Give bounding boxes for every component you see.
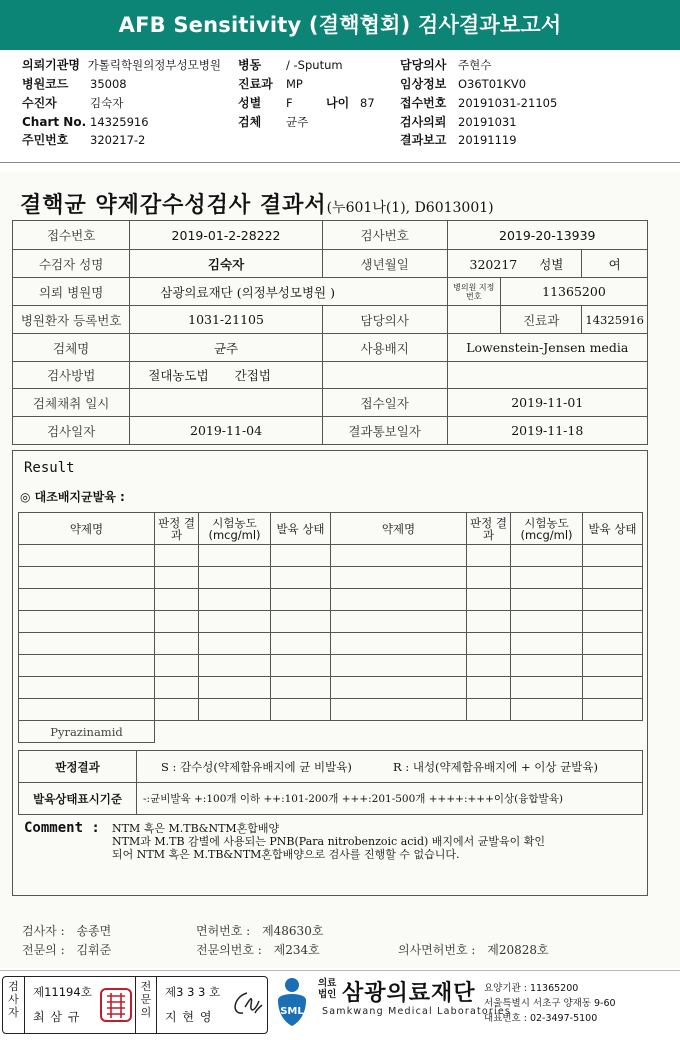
comment-line-1: NTM 혹은 M.TB&NTM혼합배양 xyxy=(112,822,280,835)
cell xyxy=(467,611,511,633)
hospital-value: 삼광의료재단 (의정부성모병원 ) xyxy=(130,278,447,306)
cell xyxy=(19,545,155,567)
judgement-r: R : 내성(약제함유배지에 + 이상 균발육) xyxy=(393,759,598,774)
receipt-no-value: 2019-01-2-28222 xyxy=(130,221,323,250)
cell xyxy=(271,677,331,699)
table-row xyxy=(19,545,643,567)
ward-value: / -Sputum xyxy=(286,58,343,72)
comment-label: Comment : xyxy=(24,820,100,836)
receipt-no-label: 접수번호 xyxy=(13,221,130,250)
col-judgement: 판정 결과 xyxy=(467,513,511,545)
cell xyxy=(511,655,583,677)
cell xyxy=(331,633,467,655)
cell xyxy=(331,545,467,567)
tester-name: 송종면 xyxy=(76,924,112,938)
sex-row xyxy=(238,96,375,110)
cell xyxy=(467,567,511,589)
table-row xyxy=(19,655,643,677)
cell xyxy=(467,655,511,677)
col-drug-name: 약제명 xyxy=(19,513,155,545)
label: 임상정보 xyxy=(400,77,447,91)
doctor-value: 주현수 xyxy=(458,58,492,72)
cell xyxy=(467,633,511,655)
comment-line-2: NTM과 M.TB 감별에 사용되는 PNB(Para nitrobenzoic acid) 배지에서 균발육이 확인 xyxy=(112,835,546,848)
table-header xyxy=(19,513,643,545)
patient-label: 수검자 성명 xyxy=(13,250,130,278)
label: 검체 xyxy=(238,115,262,129)
cell xyxy=(331,655,467,677)
cell xyxy=(511,611,583,633)
cell xyxy=(155,567,199,589)
dept-value: 14325916 xyxy=(582,306,648,334)
cell xyxy=(155,721,643,743)
hospital-id-label: 병의원 지정번호 xyxy=(447,278,500,306)
cell xyxy=(583,699,643,721)
spec-license-value: 제234호 xyxy=(273,943,320,957)
department-row xyxy=(238,77,303,91)
hospital-id-value: 11365200 xyxy=(500,278,647,306)
form-title-text: 결핵균 약제감수성검사 결과서 xyxy=(20,192,327,218)
specimen-row xyxy=(238,115,308,129)
cell xyxy=(199,677,271,699)
comment-row xyxy=(24,822,545,861)
result-report-row xyxy=(400,133,517,147)
last-drug: Pyrazinamid xyxy=(19,721,155,743)
receipt-date-value: 2019-11-01 xyxy=(447,389,647,417)
cell xyxy=(199,655,271,677)
growth-text: -:균비발육 +:100개 이하 ++:101-200개 +++:201-500개 ++++:+++이상(융합발육) xyxy=(137,783,643,815)
receipt-date-label: 접수일자 xyxy=(322,389,447,417)
result-title: Result xyxy=(24,460,75,476)
cell xyxy=(155,545,199,567)
doctor-label: 담당의사 xyxy=(322,306,447,334)
requesting-institution-value: 가톨릭학원의정부성모병원 xyxy=(87,58,221,72)
table-row xyxy=(19,751,643,783)
cell xyxy=(19,633,155,655)
label: 수진자 xyxy=(22,96,57,110)
patient-name-value: 김숙자 xyxy=(90,96,124,110)
sml-logo-icon xyxy=(270,976,314,1028)
license-label: 면허번호 : xyxy=(196,924,251,938)
cell xyxy=(155,611,199,633)
table-row xyxy=(19,589,643,611)
notify-label: 결과통보일자 xyxy=(322,417,447,445)
chart-no-value: 14325916 xyxy=(90,115,149,129)
org-sub: Samkwang Medical Laboratories xyxy=(322,1006,512,1017)
report-title: AFB Sensitivity (결핵협회) 검사결과보고서 xyxy=(0,0,680,50)
cell xyxy=(331,567,467,589)
method-1: 절대농도법 xyxy=(148,368,209,383)
cell xyxy=(331,589,467,611)
birth-text: 320217 xyxy=(469,256,518,272)
control-growth: ◎ 대조배지균발육 : xyxy=(20,490,125,504)
clinical-info-value: O36T01KV0 xyxy=(458,77,527,91)
cell xyxy=(583,633,643,655)
doctor-license-label: 의사면허번호 : xyxy=(398,943,476,957)
label: 담당의사 xyxy=(400,58,447,72)
sex-label: 성별 xyxy=(539,256,564,272)
cell xyxy=(511,633,583,655)
cell xyxy=(19,611,155,633)
cell xyxy=(271,699,331,721)
label: 의뢰기관명 xyxy=(22,58,80,72)
handwritten-signature-icon xyxy=(227,987,265,1023)
test-date-label: 검사일자 xyxy=(13,417,130,445)
test-date-value: 2019-11-04 xyxy=(130,417,323,445)
col-concentration: 시험농도 (mcg/ml) xyxy=(511,513,583,545)
comment-line-3: 되어 NTM 혹은 M.TB&NTM혼합배양으로 검사를 진행할 수 없습니다. xyxy=(112,848,460,861)
cell xyxy=(271,567,331,589)
cell xyxy=(271,545,331,567)
cell xyxy=(19,567,155,589)
label: Chart No. xyxy=(22,115,87,129)
method-2: 간접법 xyxy=(234,368,271,383)
department-value: MP xyxy=(286,77,303,91)
test-no-label: 검사번호 xyxy=(322,221,447,250)
tester-no: 제11194호 xyxy=(33,985,92,999)
cell xyxy=(199,633,271,655)
table-row xyxy=(19,611,643,633)
label: 병원코드 xyxy=(22,77,69,91)
table-row xyxy=(13,417,648,445)
cell xyxy=(19,589,155,611)
empty-cell xyxy=(447,362,647,389)
cell xyxy=(271,611,331,633)
divider xyxy=(0,970,680,971)
seal-icon xyxy=(99,987,133,1023)
cell xyxy=(511,545,583,567)
phone: 대표번호 : 02-3497-5100 xyxy=(484,1013,598,1024)
table-row xyxy=(13,389,648,417)
table-row xyxy=(13,278,648,306)
specimen-label: 검체명 xyxy=(13,334,130,362)
resident-no-row xyxy=(22,133,145,147)
label: 진료과 xyxy=(238,77,273,91)
test-request-value: 20191031 xyxy=(458,115,517,129)
col-judgement: 판정 결과 xyxy=(155,513,199,545)
divider xyxy=(0,162,680,163)
cell xyxy=(583,545,643,567)
label: 나이 xyxy=(326,96,350,110)
label: 검사의뢰 xyxy=(400,115,447,129)
facility-code: 요양기관 : 11365200 xyxy=(484,983,579,994)
table-row xyxy=(13,221,648,250)
specimen-value: 균주 xyxy=(130,334,323,362)
patient-value: 김숙자 xyxy=(130,250,323,278)
dept-label: 진료과 xyxy=(500,306,581,334)
license-line xyxy=(196,922,323,939)
ward-row xyxy=(238,58,343,72)
col-growth: 발육 상태 xyxy=(271,513,331,545)
cell xyxy=(331,611,467,633)
tester-line xyxy=(22,922,111,939)
judgement-values xyxy=(137,751,643,783)
sex-value: F xyxy=(286,96,293,110)
address: 서울특별시 서초구 양재동 9-60 xyxy=(484,998,616,1009)
method-label: 검사방법 xyxy=(13,362,130,389)
doctor-license-value: 제20828호 xyxy=(487,943,549,957)
specialist-name: 김휘준 xyxy=(76,943,112,957)
reg-value: 1031-21105 xyxy=(130,306,323,334)
reg-label: 병원환자 등록번호 xyxy=(13,306,130,334)
chart-no-row xyxy=(22,115,149,129)
hospital-code-value: 35008 xyxy=(90,77,127,91)
cell xyxy=(467,545,511,567)
label: 성별 xyxy=(238,96,262,110)
table-row xyxy=(13,250,648,278)
cell xyxy=(583,677,643,699)
cell xyxy=(199,699,271,721)
cell xyxy=(467,677,511,699)
comment-text xyxy=(112,822,545,861)
cell xyxy=(155,589,199,611)
col-drug-name: 약제명 xyxy=(331,513,467,545)
test-request-row xyxy=(400,115,517,129)
table-row xyxy=(13,334,648,362)
judgement-s: S : 감수성(약제함유배지에 균 비발육) xyxy=(161,759,352,774)
table-row xyxy=(19,783,643,815)
cell xyxy=(467,699,511,721)
cell xyxy=(155,655,199,677)
cell xyxy=(271,589,331,611)
collect-label: 검체채취 일시 xyxy=(13,389,130,417)
cell xyxy=(19,655,155,677)
form-code: (누601나(1), D6013001) xyxy=(326,200,494,216)
sex-value: 여 xyxy=(582,250,648,278)
requesting-institution-row xyxy=(22,58,221,72)
cell xyxy=(19,677,155,699)
method-value xyxy=(130,362,323,389)
table-row xyxy=(19,633,643,655)
specimen-value: 균주 xyxy=(286,115,309,129)
specialist-label: 전문의 : xyxy=(22,943,65,957)
cell xyxy=(583,655,643,677)
specialist-no: 제3 3 3 호 xyxy=(165,985,221,999)
birth-value xyxy=(447,250,582,278)
test-no-value: 2019-20-13939 xyxy=(447,221,647,250)
result-report-value: 20191119 xyxy=(458,133,517,147)
cell xyxy=(583,611,643,633)
cell xyxy=(583,589,643,611)
table-row xyxy=(13,362,648,389)
tester-tag: 검사자 xyxy=(3,977,25,1033)
specimen-info-table xyxy=(12,220,648,445)
doctor-row xyxy=(400,58,491,72)
cell xyxy=(331,677,467,699)
receipt-no-row xyxy=(400,96,557,110)
medium-value: Lowenstein-Jensen media xyxy=(447,334,647,362)
cell xyxy=(19,699,155,721)
col-growth: 발육 상태 xyxy=(583,513,643,545)
specialist-sign-name: 지 현 영 xyxy=(165,1010,213,1024)
org-tag: 의료 법인 xyxy=(318,978,337,1000)
specialist-tag: 전문의 xyxy=(135,977,157,1033)
comment xyxy=(24,822,545,861)
spec-license-label: 전문의번호 : xyxy=(196,943,262,957)
tester-sign-name: 최 삼 규 xyxy=(33,1010,81,1024)
cell xyxy=(199,611,271,633)
signature-block xyxy=(2,976,268,1034)
collect-value xyxy=(130,389,323,417)
specialist-line xyxy=(22,941,111,958)
birth-label: 생년월일 xyxy=(322,250,447,278)
table-row xyxy=(13,306,648,334)
notify-value: 2019-11-18 xyxy=(447,417,647,445)
drug-table xyxy=(18,512,643,743)
label: 결과보고 xyxy=(400,133,447,147)
org-name: 삼광의료재단 xyxy=(342,981,476,1006)
license-value: 제48630호 xyxy=(262,924,324,938)
legend-table xyxy=(18,750,643,815)
col-concentration: 시험농도 (mcg/ml) xyxy=(199,513,271,545)
label: 주민번호 xyxy=(22,133,69,147)
medium-label: 사용배지 xyxy=(322,334,447,362)
cell xyxy=(155,699,199,721)
cell xyxy=(271,655,331,677)
table-row xyxy=(19,567,643,589)
label: 병동 xyxy=(238,58,262,72)
patient-name-row xyxy=(22,96,123,110)
cell xyxy=(155,633,199,655)
cell xyxy=(583,567,643,589)
cell xyxy=(199,545,271,567)
spec-license-line xyxy=(196,941,320,958)
doctor-value xyxy=(447,306,500,334)
doctor-license-line xyxy=(398,941,549,958)
resident-no-value: 320217-2 xyxy=(90,133,146,147)
cell xyxy=(511,677,583,699)
clinical-info-row xyxy=(400,77,526,91)
cell xyxy=(199,589,271,611)
tester-label: 검사자 : xyxy=(22,924,65,938)
table-row xyxy=(19,721,643,743)
label: 접수번호 xyxy=(400,96,447,110)
logo-text: SML xyxy=(280,1006,304,1017)
cell xyxy=(511,567,583,589)
cell xyxy=(271,633,331,655)
table-row xyxy=(19,677,643,699)
empty-cell xyxy=(322,362,447,389)
cell xyxy=(331,699,467,721)
table-row xyxy=(19,699,643,721)
hospital-code-row xyxy=(22,77,127,91)
judgement-label: 판정결과 xyxy=(19,751,137,783)
cell xyxy=(467,589,511,611)
growth-label: 발육상태표시기준 xyxy=(19,783,137,815)
form-title xyxy=(20,188,494,219)
cell xyxy=(511,589,583,611)
cell xyxy=(199,567,271,589)
age-value: 87 xyxy=(360,96,375,110)
cell xyxy=(155,677,199,699)
hospital-label: 의뢰 병원명 xyxy=(13,278,130,306)
receipt-no-value: 20191031-21105 xyxy=(458,96,558,110)
cell xyxy=(511,699,583,721)
